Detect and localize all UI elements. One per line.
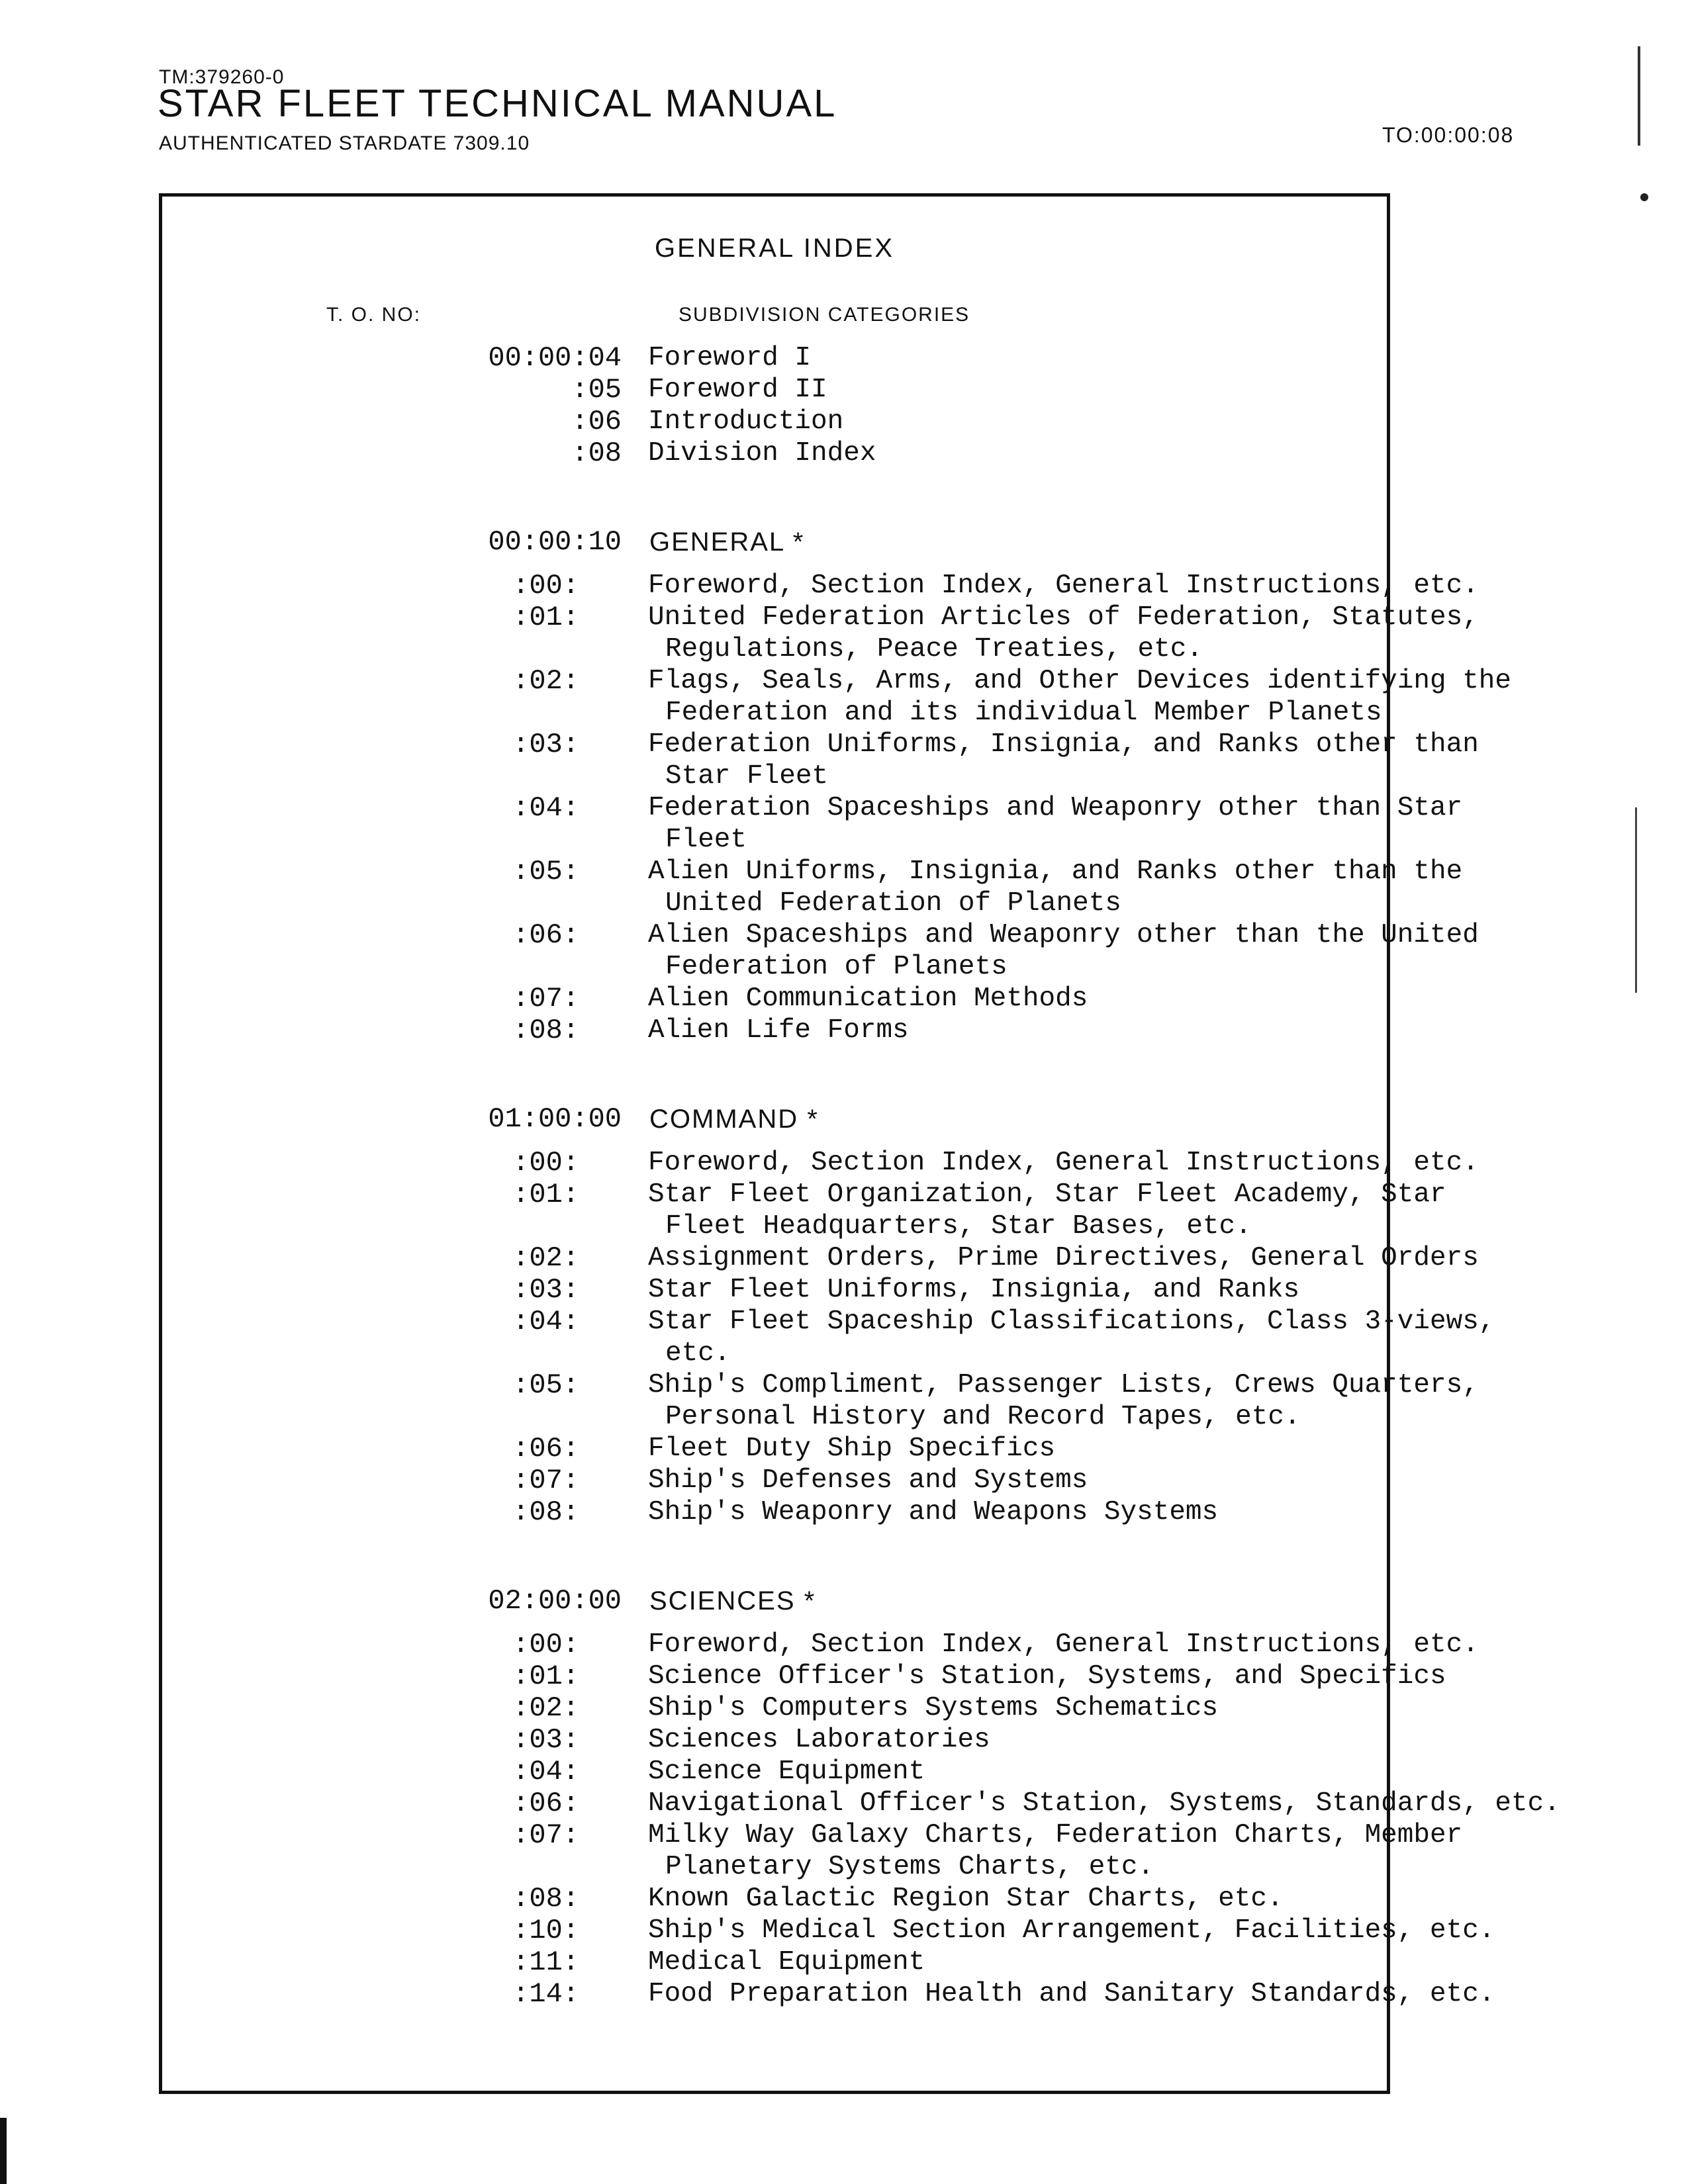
index-entry <box>162 374 1387 406</box>
entry-text: Alien Communication Methods <box>648 983 1088 1014</box>
entry-text: Foreword, Section Index, General Instructions, etc. <box>648 1148 1479 1178</box>
entry-number: :01: <box>512 1179 579 1210</box>
spacer <box>162 469 1387 526</box>
index-entry <box>162 856 1463 887</box>
index-list <box>162 342 1560 2010</box>
index-entry-continuation <box>162 951 1387 983</box>
index-entry <box>162 1465 1387 1496</box>
entry-text: Ship's Medical Section Arrangement, Facilities, etc. <box>648 1915 1495 1946</box>
entry-text: Star Fleet Organization, Star Fleet Academy, Star <box>648 1179 1446 1210</box>
entry-number: :11: <box>512 1946 579 1978</box>
entry-text: Science Officer's Station, Systems, and Specifics <box>648 1661 1446 1692</box>
index-entry <box>162 406 1387 437</box>
index-entry <box>162 1788 1560 1819</box>
index-entry <box>162 602 1479 633</box>
entry-text: Food Preparation Health and Sanitary Standards, etc. <box>648 1979 1495 2009</box>
entry-number: :01: <box>512 602 579 633</box>
to-number: TO:00:00:08 <box>1382 123 1515 147</box>
spacer <box>162 1528 1387 1585</box>
section-name: COMMAND * <box>649 1105 819 1134</box>
entry-number: :06 <box>571 406 622 437</box>
index-entry <box>162 1433 1387 1465</box>
entry-number: :04: <box>512 1756 579 1788</box>
entry-number: :03: <box>512 1724 579 1756</box>
section-number: 01:00:00 <box>488 1103 622 1135</box>
entry-text: Ship's Defenses and Systems <box>648 1465 1088 1496</box>
entry-text: Alien Uniforms, Insignia, and Ranks other than the <box>648 856 1463 887</box>
entry-text: Federation and its individual Member Planets <box>665 698 1382 728</box>
entry-number: :10: <box>512 1915 579 1946</box>
index-entry <box>162 1629 1479 1661</box>
index-entry <box>162 792 1463 824</box>
entry-number: :00: <box>512 1147 579 1179</box>
entry-number: :07: <box>512 983 579 1015</box>
entry-number: :08 <box>571 437 622 469</box>
index-entry-continuation <box>162 1210 1387 1242</box>
entry-text: Milky Way Galaxy Charts, Federation Charts, Member <box>648 1820 1463 1850</box>
index-entry <box>162 983 1387 1015</box>
entry-text: United Federation of Planets <box>665 888 1121 919</box>
index-entry <box>162 1946 1387 1978</box>
entry-number: :06: <box>512 919 579 951</box>
entry-number: :00: <box>512 1629 579 1661</box>
section-number: 02:00:00 <box>488 1585 622 1617</box>
index-entry <box>162 919 1479 951</box>
entry-text: Federation Spaceships and Weaponry other than Star <box>648 793 1463 823</box>
scan-speck <box>1640 193 1648 201</box>
scan-edge-line <box>1635 807 1637 993</box>
index-entry-continuation <box>162 1851 1387 1883</box>
index-entry <box>162 1179 1446 1210</box>
index-entry <box>162 1724 1387 1756</box>
index-entry <box>162 1274 1387 1306</box>
section-heading <box>162 1103 1387 1147</box>
index-entry-continuation <box>162 1338 1387 1369</box>
sections <box>162 526 1560 2010</box>
entry-text: Foreword II <box>648 375 827 405</box>
entry-text: Alien Life Forms <box>648 1015 909 1046</box>
index-entry <box>162 1915 1495 1946</box>
entry-text: Ship's Computers Systems Schematics <box>648 1693 1219 1723</box>
entry-number: :03: <box>512 729 579 760</box>
index-entry <box>162 1692 1387 1724</box>
index-entry <box>162 1015 1387 1046</box>
entry-number: :08: <box>512 1496 579 1528</box>
entry-number: :04: <box>512 792 579 824</box>
entry-text: Navigational Officer's Station, Systems, Standards, etc. <box>648 1788 1560 1819</box>
entry-number: 00:00:04 <box>488 342 622 374</box>
entry-number: :07: <box>512 1819 579 1851</box>
entry-number: :01: <box>512 1661 579 1692</box>
index-entry-continuation <box>162 824 1387 856</box>
entry-number: :06: <box>512 1433 579 1465</box>
index-entry <box>162 1978 1495 2010</box>
index-entry <box>162 729 1479 760</box>
entry-number: :00: <box>512 570 579 602</box>
entry-text: Star Fleet Spaceship Classifications, Class 3-views, <box>648 1306 1495 1337</box>
entry-text: Introduction <box>648 406 844 437</box>
entry-text: Division Index <box>648 438 876 469</box>
entry-number: :08: <box>512 1015 579 1046</box>
scan-edge-mark <box>0 2118 7 2184</box>
section-heading <box>162 526 1387 570</box>
entry-text: etc. <box>665 1338 731 1369</box>
entry-text: Foreword I <box>648 343 812 373</box>
index-title: GENERAL INDEX <box>654 234 895 263</box>
entry-text: Star Fleet <box>665 761 829 792</box>
index-entry <box>162 1883 1387 1915</box>
index-entry <box>162 665 1512 697</box>
entry-text: Ship's Weaponry and Weapons Systems <box>648 1497 1219 1527</box>
index-entry <box>162 1661 1446 1692</box>
spacer <box>162 1046 1387 1103</box>
entry-text: Assignment Orders, Prime Directives, General Orders <box>648 1243 1479 1273</box>
entry-number: :14: <box>512 1978 579 2010</box>
entry-number: :08: <box>512 1883 579 1915</box>
entry-text: Regulations, Peace Treaties, etc. <box>665 634 1203 664</box>
document-title: STAR FLEET TECHNICAL MANUAL <box>158 82 837 125</box>
entry-text: Fleet Duty Ship Specifics <box>648 1433 1056 1464</box>
index-entry <box>162 1756 1387 1788</box>
index-entry <box>162 1819 1463 1851</box>
index-entry-continuation <box>162 1401 1387 1433</box>
entry-number: :05 <box>571 374 622 406</box>
entry-number: :07: <box>512 1465 579 1496</box>
entry-number: :05: <box>512 856 579 887</box>
entry-text: Science Equipment <box>648 1756 925 1787</box>
authentication-stardate: AUTHENTICATED STARDATE 7309.10 <box>159 132 530 154</box>
column-header-to-number: T. O. NO: <box>326 304 422 326</box>
entry-number: :02: <box>512 1692 579 1724</box>
index-entry <box>162 1369 1479 1401</box>
section-number: 00:00:10 <box>488 526 622 558</box>
entry-number: :04: <box>512 1306 579 1338</box>
entry-text: Sciences Laboratories <box>648 1725 990 1755</box>
entry-number: :02: <box>512 1242 579 1274</box>
entry-text: Medical Equipment <box>648 1947 925 1978</box>
index-entry <box>162 1147 1479 1179</box>
entry-text: Ship's Compliment, Passenger Lists, Crews Quarters, <box>648 1370 1479 1400</box>
entry-number: :03: <box>512 1274 579 1306</box>
index-entry-continuation <box>162 887 1387 919</box>
entry-text: Alien Spaceships and Weaponry other than the United <box>648 920 1479 950</box>
column-header-subdivisions: SUBDIVISION CATEGORIES <box>679 304 970 326</box>
index-entry <box>162 1242 1479 1274</box>
section-name: SCIENCES * <box>649 1586 816 1615</box>
entry-text: Planetary Systems Charts, etc. <box>665 1852 1154 1882</box>
entry-text: United Federation Articles of Federation, Statutes, <box>648 602 1479 633</box>
entry-text: Personal History and Record Tapes, etc. <box>665 1402 1301 1432</box>
scan-edge-line <box>1638 46 1640 146</box>
index-entry-continuation <box>162 697 1387 729</box>
index-entry <box>162 570 1479 602</box>
entry-text: Fleet <box>665 825 747 855</box>
index-entry <box>162 1306 1495 1338</box>
section-name: GENERAL * <box>649 527 805 557</box>
index-entry <box>162 437 1387 469</box>
index-entry <box>162 1496 1387 1528</box>
entry-text: Star Fleet Uniforms, Insignia, and Ranks <box>648 1275 1300 1305</box>
index-entry-continuation <box>162 633 1387 665</box>
index-entry <box>162 342 1387 374</box>
entry-number: :06: <box>512 1788 579 1819</box>
entry-text: Fleet Headquarters, Star Bases, etc. <box>665 1211 1252 1242</box>
entry-text: Foreword, Section Index, General Instructions, etc. <box>648 1629 1479 1660</box>
entry-text: Federation Uniforms, Insignia, and Ranks other than <box>648 729 1479 760</box>
entry-text: Known Galactic Region Star Charts, etc. <box>648 1884 1284 1914</box>
entry-text: Flags, Seals, Arms, and Other Devices identifying the <box>648 666 1512 696</box>
entry-text: Federation of Planets <box>665 952 1008 982</box>
document-code: TM:379260-0 <box>159 66 285 88</box>
entry-number: :05: <box>512 1369 579 1401</box>
index-entry-continuation <box>162 760 1387 792</box>
section-heading <box>162 1585 1387 1629</box>
index-frame <box>159 193 1560 2094</box>
entry-number: :02: <box>512 665 579 697</box>
entry-text: Foreword, Section Index, General Instructions, etc. <box>648 570 1479 601</box>
